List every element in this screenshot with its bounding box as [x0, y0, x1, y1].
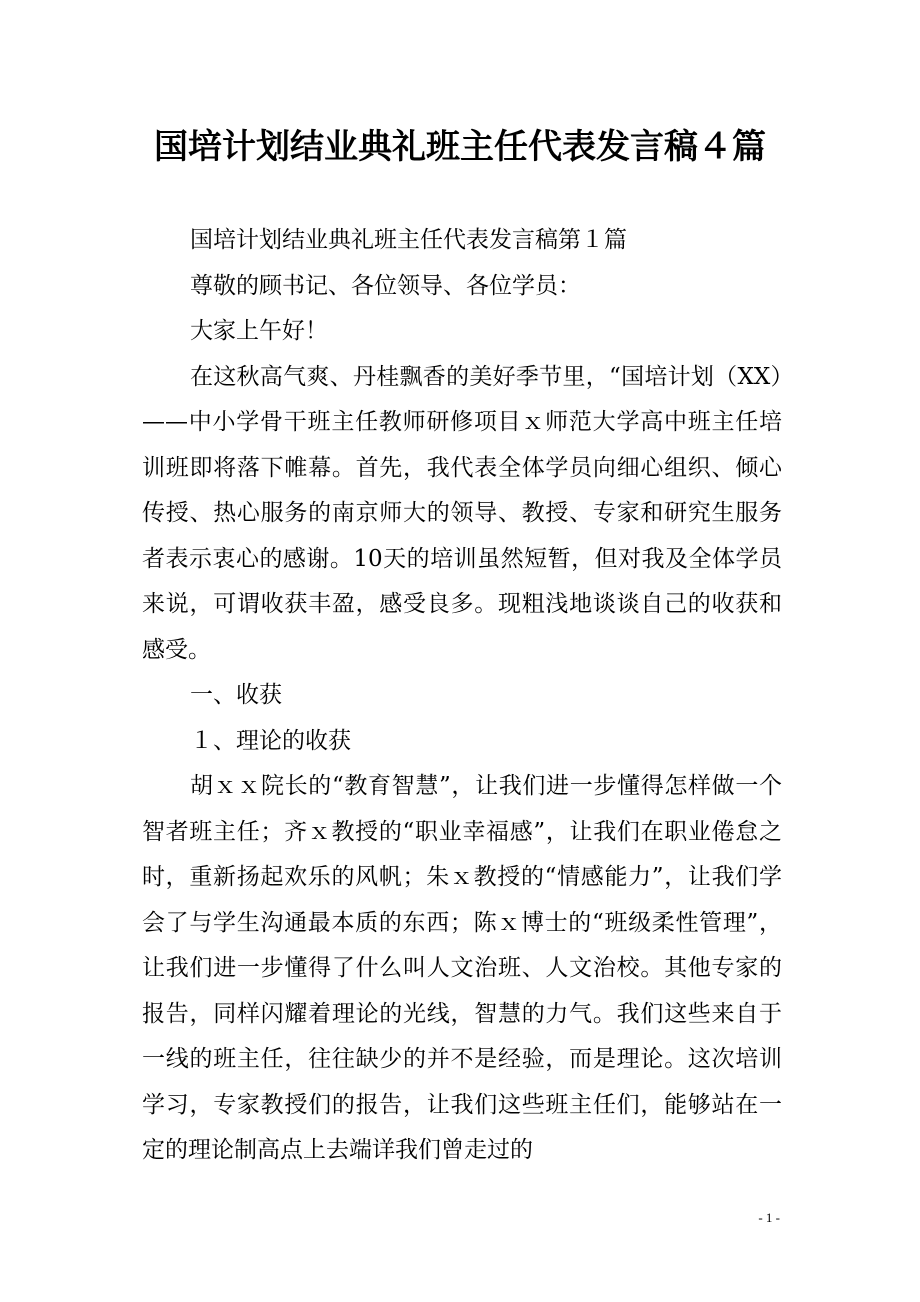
page-number: - 1 -: [758, 1210, 780, 1225]
paragraph-theory-gains: 胡ｘｘ院长的“教育智慧”，让我们进一步懂得怎样做一个智者班主任；齐ｘ教授的“职业幸福感”，让我们在职业倦怠之时，重新扬起欢乐的风帆；朱ｘ教授的“情感能力”，让我们学会了与学生沟通最本质的东西；陈ｘ博士的“班级柔性管理”，让我们进一步懂得了什么叫人文治班、人文治校。其他专家的报告，同样闪耀着理论的光线，智慧的力气。我们这些来自于一线的班主任，往往缺少的并不是经验，而是理论。这次培训学习，专家教授们的报告，让我们这些班主任们，能够站在一定的理论制高点上去端详我们曾走过的: [142, 773, 782, 1163]
paragraph-greeting: 大家上午好！: [190, 318, 328, 344]
paragraph-introduction: 在这秋高气爽、丹桂飘香的美好季节里，“国培计划（XX）——中小学骨干班主任教师研修项目ｘ师范大学高中班主任培训班即将落下帷幕。首先，我代表全体学员向细心组织、倾心传授、热心服务的南京师大的领导、教授、专家和研究生服务者表示衷心的感谢。10天的培训虽然短暂，但对我及全体学员来说，可谓收获丰盈，感受良多。现粗浅地谈谈自己的收获和感受。: [142, 363, 782, 663]
paragraph-section-heading: 国培计划结业典礼班主任代表发言稿第１篇: [190, 227, 627, 253]
document-title: 国培计划结业典礼班主任代表发言稿４篇: [154, 127, 766, 167]
paragraph-heading-gains: 一、收获: [190, 682, 282, 708]
document-body: [142, 218, 782, 1174]
paragraph-subheading-theory: １、理论的收获: [190, 727, 351, 754]
paragraph-salutation: 尊敬的顾书记、各位领导、各位学员：: [190, 272, 581, 299]
